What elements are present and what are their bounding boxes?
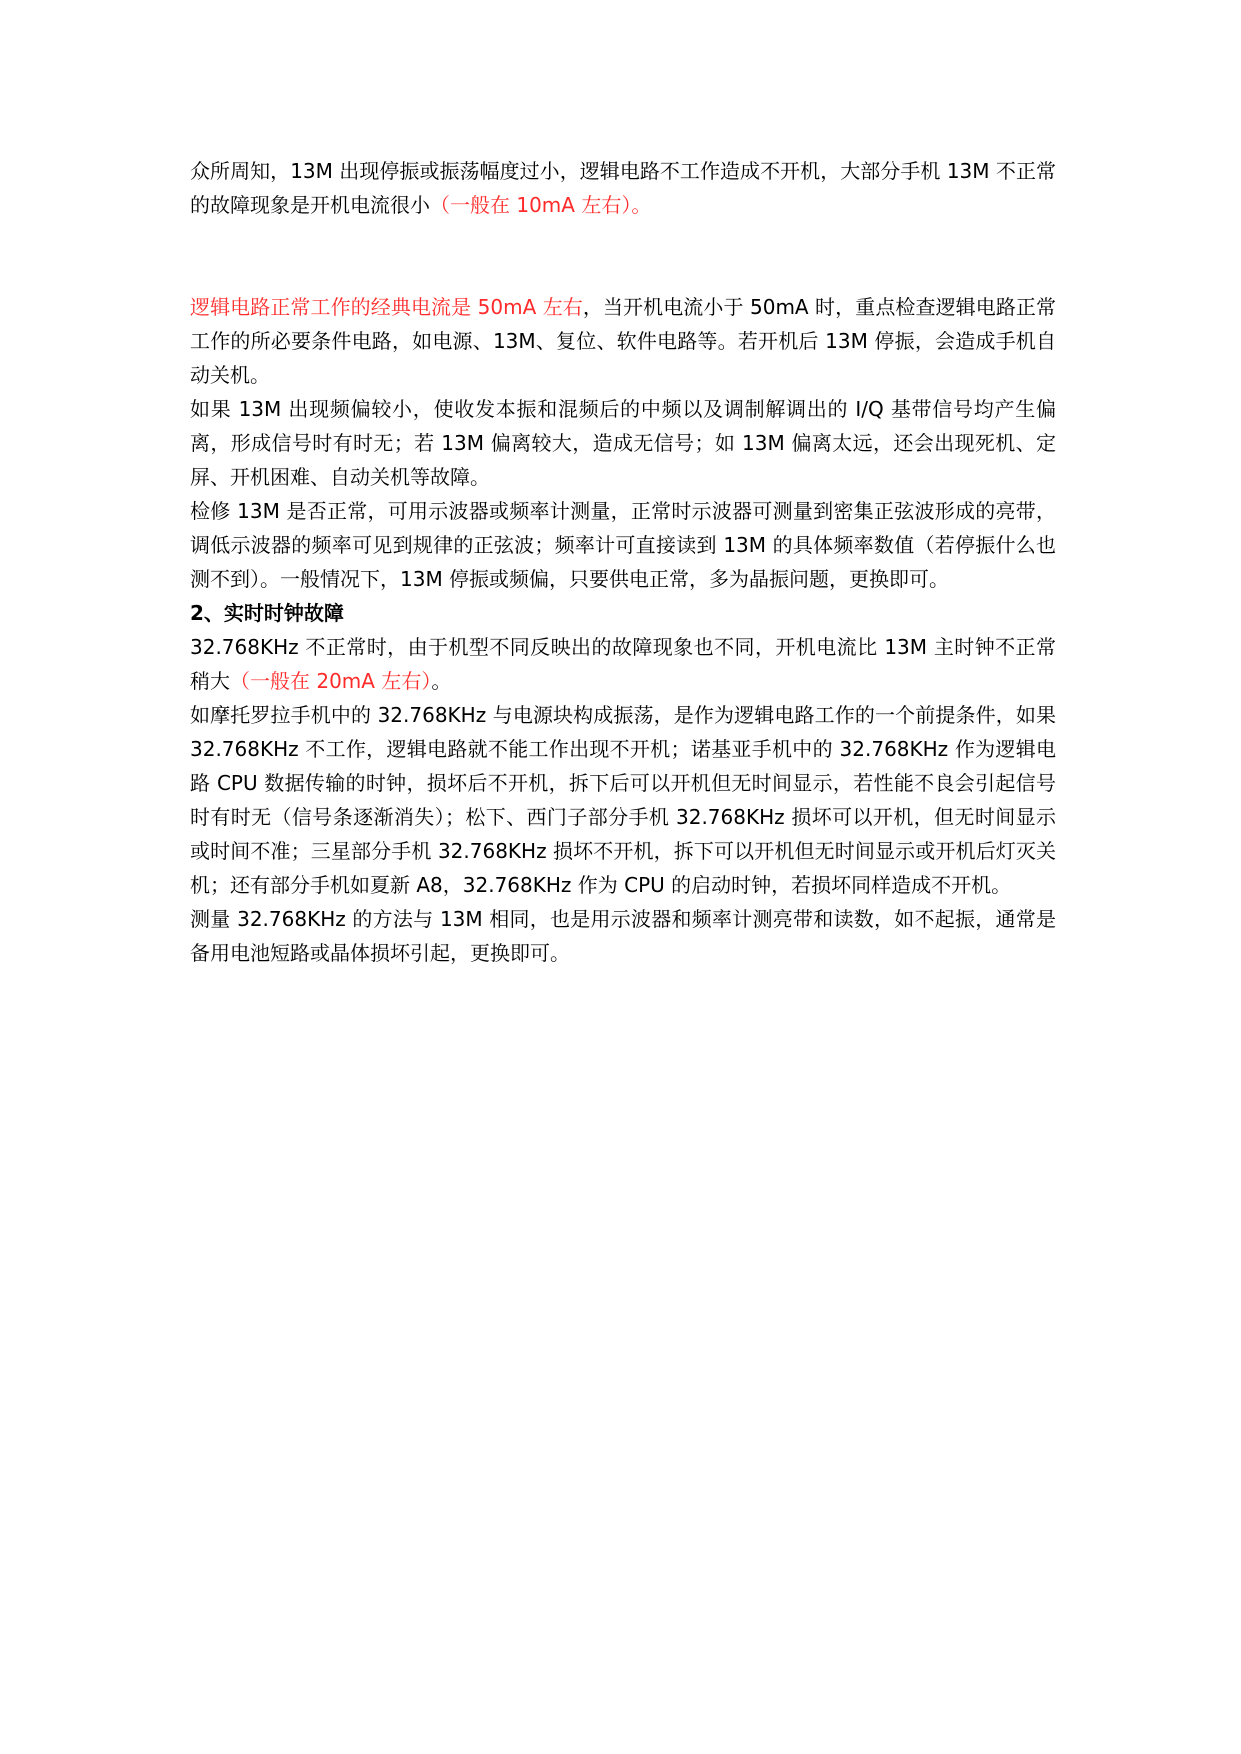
section-heading-rtc: 2、实时时钟故障 <box>190 601 344 625</box>
highlight-10ma-current: （一般在 10mA 左右）。 <box>430 193 652 217</box>
paragraph-13m-intro <box>190 154 1056 222</box>
highlight-50ma-current: 逻辑电路正常工作的经典电流是 50mA 左右 <box>190 295 583 319</box>
paragraph-32khz-measure: 测量 32.768KHz 的方法与 13M 相同，也是用示波器和频率计测亮带和读数，如不起振，通常是备用电池短路或晶体损坏引起，更换即可。 <box>190 907 1056 965</box>
paragraph-gap <box>190 222 1056 290</box>
paragraph-logic-current <box>190 290 1056 392</box>
paragraph-32khz-intro-tail: 。 <box>431 669 452 693</box>
paragraph-32khz-brands: 如摩托罗拉手机中的 32.768KHz 与电源块构成振荡，是作为逻辑电路工作的一个前提条件，如果 32.768KHz 不工作，逻辑电路就不能工作出现不开机；诺基亚手机中的 32.768KHz 作为逻辑电路 CPU 数据传输的时钟，损坏后不开机，拆下后可以开机但无时间显示，若性能不良会引起信号时有时无（信号条逐渐消失）；松下、西门子部分手机 32.768KHz 损坏可以开机，但无时间显示或时间不准；三星部分手机 32.768KHz 损坏不开机，拆下可以开机但无时间显示或开机后灯灭关机；还有部分手机如夏新 A8，32.768KHz 作为 CPU 的启动时钟，若损坏同样造成不开机。 <box>190 703 1056 897</box>
paragraph-13m-offset: 如果 13M 出现频偏较小，使收发本振和混频后的中频以及调制解调出的 I/Q 基带信号均产生偏离，形成信号时有时无；若 13M 偏离较大，造成无信号；如 13M 偏离太远，还会出现死机、定屏、开机困难、自动关机等故障。 <box>190 397 1056 489</box>
paragraph-32khz-intro <box>190 630 1056 698</box>
document-body <box>190 154 1056 970</box>
paragraph-logic-current-text: ，当开机电流小于 50mA 时，重点检查逻辑电路正常工作的所必要条件电路，如电源、13M、复位、软件电路等。若开机后 13M 停振，会造成手机自动关机。 <box>190 295 1057 387</box>
highlight-20ma-current: （一般在 20mA 左右） <box>230 669 432 693</box>
paragraph-13m-check: 检修 13M 是否正常，可用示波器或频率计测量，正常时示波器可测量到密集正弦波形成的亮带，调低示波器的频率可见到规律的正弦波；频率计可直接读到 13M 的具体频率数值（若停振什么也测不到）。一般情况下，13M 停振或频偏，只要供电正常，多为晶振问题，更换即可。 <box>190 499 1056 591</box>
paragraph-13m-intro-text: 众所周知，13M 出现停振或振荡幅度过小，逻辑电路不工作造成不开机，大部分手机 13M 不正常的故障现象是开机电流很小 <box>190 159 1056 217</box>
paragraph-32khz-intro-text: 32.768KHz 不正常时，由于机型不同反映出的故障现象也不同，开机电流比 13M 主时钟不正常稍大 <box>190 635 1056 693</box>
